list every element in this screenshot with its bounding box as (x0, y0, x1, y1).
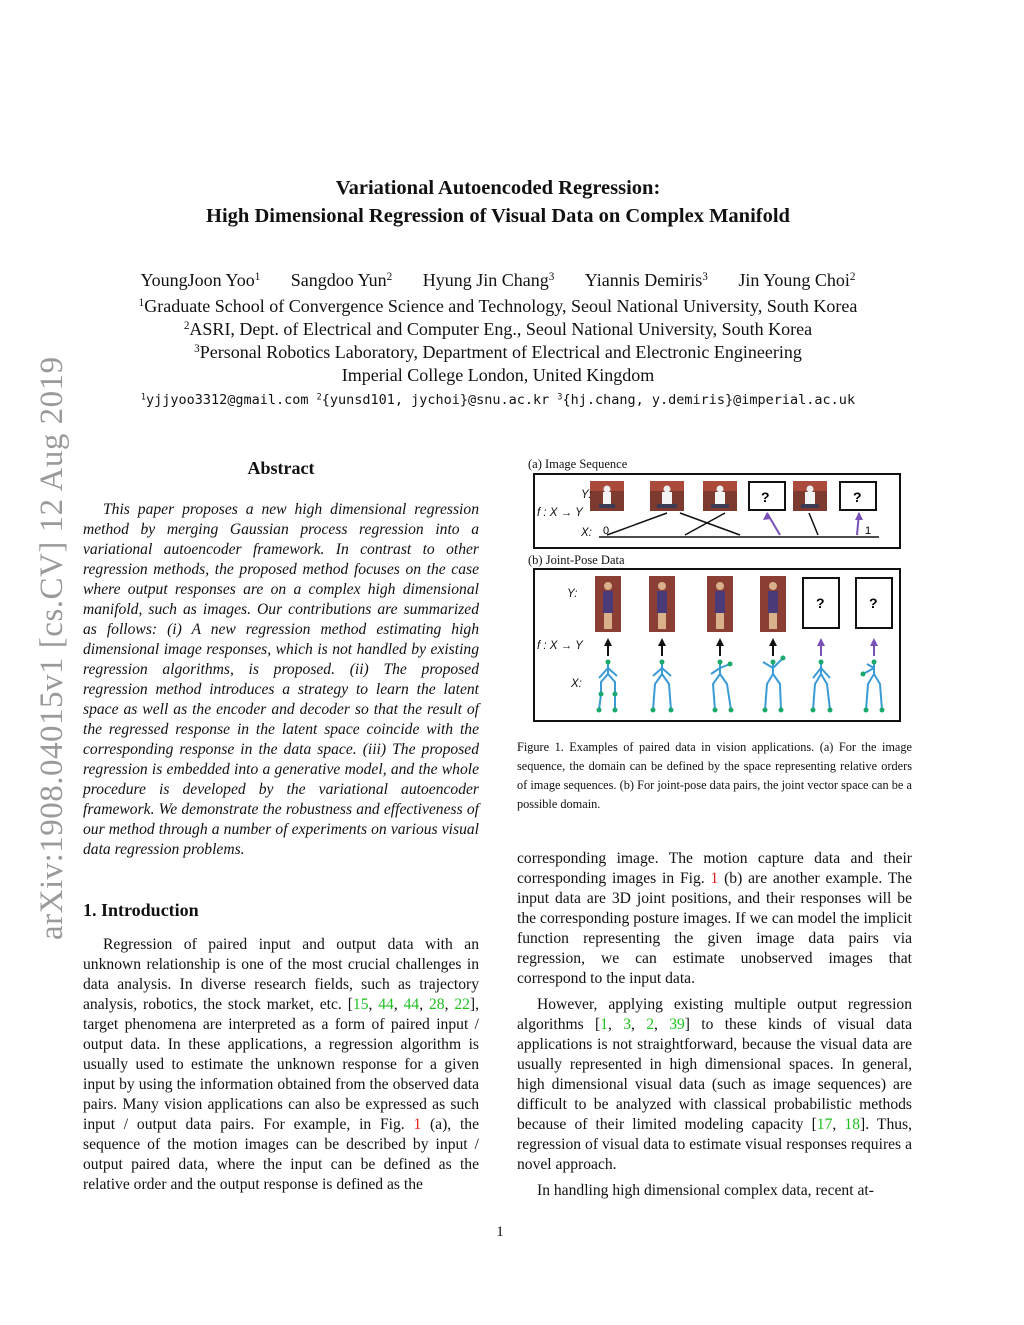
figure-caption: Figure 1. Examples of paired data in vision applications. (a) For the image sequence, the domain can be defined by the space representing relative orders of image sequences. (b) For joint-pose data pairs, the joint vector space can be a possible domain. (517, 740, 912, 811)
right-paragraph-continued: corresponding image. The motion capture data and their corresponding images in Fig. 1 (b) are another example. The input data are 3D joint positions, and their responses will be the corresponding posture images. If we can model the implicit function representing the given image data pairs via regression, we can estimate unobserved images that correspond to the input data. (517, 850, 912, 987)
right-paragraph: In handling high dimensional complex data, recent at- (537, 1182, 874, 1199)
introduction-body (83, 935, 479, 1195)
email-link[interactable]: {yunsd101, jychoi}@snu.ac.kr (321, 392, 550, 408)
title-line-1: Variational Autoencoded Regression: (335, 177, 661, 199)
intro-paragraph: Regression of paired input and output data with an unknown relationship is one of the most crucial challenges in data analysis. In diverse research fields, such as trajectory analysis, robotics, the stock market, etc. [15, 44, 44, 28, 22], target phenomena are interpreted as a form of paired input / output data. In these applications, a regression algorithm is usually used to estimate the unknown response for a given input by using the information obtained from the observed data pairs. Many vision applications can also be expressed as such input / output data pairs. For example, in Fig. 1 (a), the sequence of the motion images can be described by input / output paired data, where the input can be defined as the relative order and the output response is defined as the (83, 936, 480, 1193)
baseball-frame-3 (703, 481, 737, 511)
affiliation-3: $^3$Personal Robotics Laboratory, Department of Electrical and Electronic Engineering (194, 342, 802, 362)
skeleton-bones (599, 658, 882, 710)
unknown-mark: ? (869, 595, 878, 611)
y-label: Y: (581, 489, 592, 501)
right-column-body (517, 849, 912, 1201)
axis-min-label: 0 (603, 525, 610, 537)
paper-title (100, 174, 896, 230)
citation-link[interactable]: 18 (844, 1116, 860, 1133)
figure-label-a: (a) Image Sequence (528, 457, 628, 471)
author: Sangdoo Yun$^2$ (290, 270, 393, 290)
citation-link[interactable]: 44 (403, 996, 420, 1013)
citation-link[interactable]: 22 (454, 996, 470, 1013)
arxiv-identifier: arXiv:1908.04015v1 [cs.CV] 12 Aug 2019 (34, 356, 70, 940)
pose-image-1 (595, 576, 621, 632)
unknown-mark: ? (761, 489, 770, 505)
citation-link[interactable]: 3 (623, 1016, 631, 1033)
pose-image-4 (760, 576, 786, 632)
query-arrows (821, 642, 874, 656)
axis-max-label: 1 (865, 525, 872, 537)
author: Hyung Jin Chang$^3$ (422, 270, 555, 290)
author: YoungJoon Yoo$^1$ (140, 270, 261, 290)
citation-link[interactable]: 1 (600, 1016, 608, 1033)
query-arrowheads (817, 638, 878, 646)
affiliation-2: $^2$ASRI, Dept. of Electrical and Computer Eng., Seoul National University, South Korea (183, 319, 813, 339)
author: Yiannis Demiris$^3$ (584, 270, 708, 290)
email-link[interactable]: yjjyoo3312@gmail.com (145, 392, 309, 408)
mapping-arrow (607, 513, 667, 535)
citation-link[interactable]: 44 (378, 996, 394, 1013)
panel-joint-pose (533, 568, 901, 722)
unknown-mark: ? (853, 489, 862, 505)
figure-1 (528, 457, 912, 727)
citation-link[interactable]: 28 (428, 996, 445, 1013)
skeleton-joints (597, 656, 885, 713)
x-label: X: (571, 678, 582, 690)
baseball-frame-4 (793, 481, 827, 511)
author: Jin Young Choi$^2$ (738, 270, 856, 290)
abstract-body (83, 500, 479, 860)
joint-pose-diagram (535, 570, 899, 720)
citation-link[interactable]: 15 (352, 996, 369, 1013)
function-label: f : X → Y (537, 507, 583, 519)
citation-link[interactable]: 2 (646, 1016, 654, 1033)
figure-ref-link[interactable]: 1 (413, 1116, 422, 1133)
mapping-arrowheads (604, 638, 777, 646)
pose-image-2 (649, 576, 675, 632)
abstract-text: This paper proposes a new high dimensional regression method by merging Gaussian process regression into a variational autoencoder framework. In contrast to other regression methods, the proposed method focuses on the case where output responses are on a complex high dimensional manifold, such as images. Our contributions are summarized as follows: (i) A new regression method estimating high dimensional image responses, which is not handled by existing regression algorithms, is proposed. (ii) The proposed regression method introduces a strategy to learn the latent space as well as the encoder and decoder so that the result of the regressed response in the latent space coincide with the corresponding response in the data space. (iii) The proposed regression is embedded into a generative model, and the whole procedure is developed by the variational autoencoder framework. We demonstrate the robustness and effectiveness of our method through a number of experiments on various visual data regression problems. (83, 501, 479, 858)
mapping-arrow (809, 513, 818, 535)
right-paragraph: However, applying existing multiple output regression algorithms [1, 3, 2, 39] to these kinds of visual data applications is not straightforward, because the visual data are usually represented in high dimensional spaces. In general, high dimensional visual data (such as image sequences) are difficult to be analyzed with classical probabilistic methods because of their limited modeling capacity [17, 18]. Thus, regression of visual data to estimate visual responses requires a novel approach. (517, 996, 913, 1173)
y-label: Y: (567, 588, 578, 600)
panel-image-sequence (533, 473, 901, 549)
baseball-frame-2 (650, 481, 684, 511)
pose-image-3 (707, 576, 733, 632)
unknown-mark: ? (816, 595, 825, 611)
title-line-2: High Dimensional Regression of Visual Data on Complex Manifold (206, 205, 790, 227)
affiliation-3-cont: Imperial College London, United Kingdom (341, 365, 655, 385)
affiliation-1: $^1$Graduate School of Convergence Science and Technology, Seoul National University, South Korea (138, 296, 858, 316)
query-arrowhead (855, 512, 863, 520)
baseball-frame-1 (590, 481, 624, 511)
function-label: f : X → Y (537, 640, 583, 652)
page-number: 1 (496, 1224, 504, 1240)
citation-link[interactable]: 39 (669, 1016, 685, 1033)
figure-label-b: (b) Joint-Pose Data (528, 553, 625, 567)
abstract-heading: Abstract (247, 458, 315, 478)
email-link[interactable]: {hj.chang, y.demiris}@imperial.ac.uk (562, 392, 856, 408)
email-line: $^1$yjjyoo3312@gmail.com $^2${yunsd101, jychoi}@snu.ac.kr $^3${hj.chang, y.demiris}@imperial.ac.uk (140, 391, 856, 408)
x-label: X: (581, 527, 592, 539)
figure-ref-link[interactable]: 1 (710, 870, 719, 887)
mapping-arrows (608, 642, 773, 656)
mapping-arrow (680, 513, 740, 535)
citation-link[interactable]: 17 (816, 1116, 833, 1133)
section-heading-introduction: 1. Introduction (83, 900, 199, 920)
author-list (100, 270, 896, 291)
